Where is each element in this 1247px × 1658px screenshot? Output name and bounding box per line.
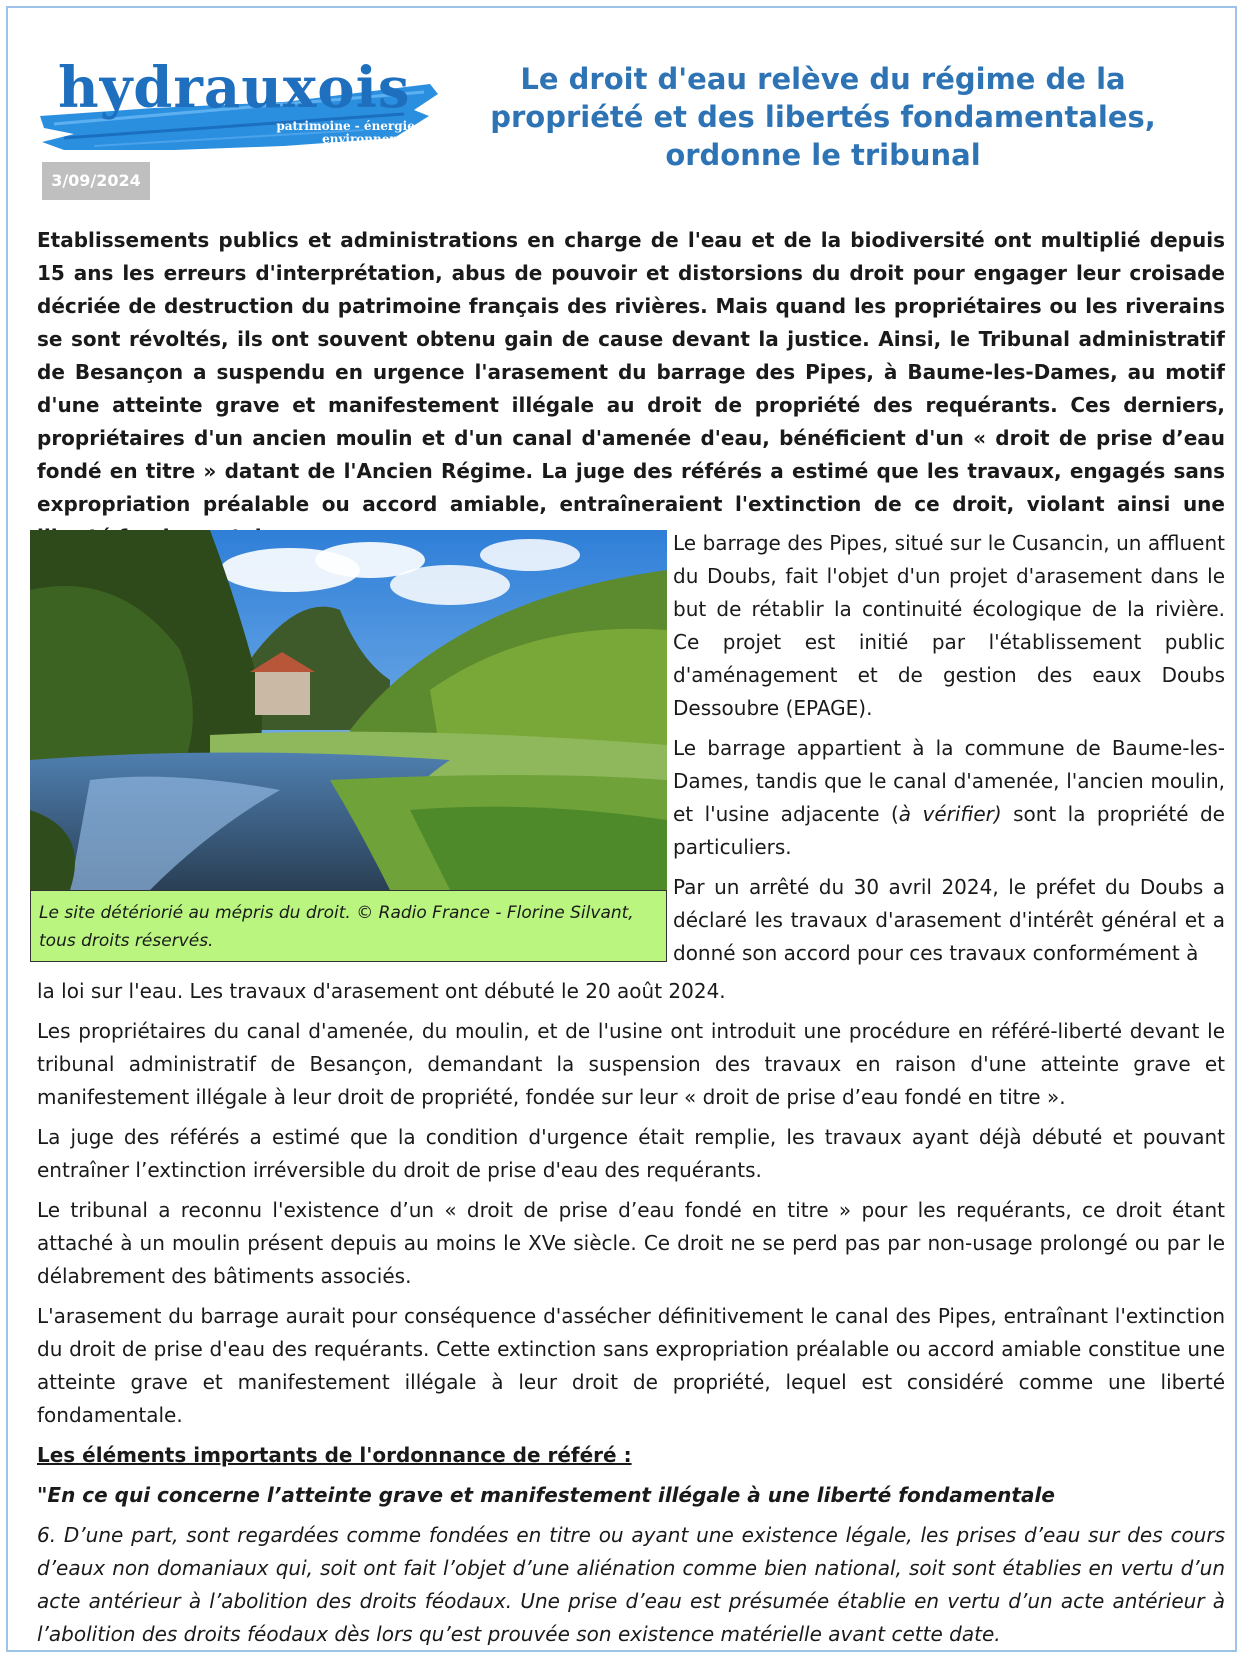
body-paragraph-5: La juge des référés a estimé que la condition d'urgence était remplie, les travaux ayant déjà débuté et pouvant entraîner l’extinction irréversible du droit de prise d'eau des requérants. — [37, 1125, 1225, 1182]
body-paragraph-4: Les propriétaires du canal d'amenée, du moulin, et de l'usine ont introduit une procédure en référé-liberté devant le tribunal administratif de Besançon, demandant la suspension des travaux en raison d'une atteinte grave et manifestement illégale à leur droit de propriété, fondée sur leur « droit de prise d’eau fondé en titre ». — [37, 1019, 1225, 1109]
logo-tagline — [184, 120, 424, 159]
logo-tagline-line-2: pour des rivières durables — [247, 145, 424, 159]
article-title: Le droit d'eau relève du régime de la propriété et des libertés fondamentales, ordonne le tribunal — [490, 62, 1156, 172]
date-badge: 3/09/2024 — [42, 162, 150, 200]
side-paragraph-2-italic: à vérifier) — [898, 802, 1002, 826]
page-frame — [6, 6, 1237, 1652]
article-lead: Etablissements publics et administrations en charge de l'eau et de la biodiversité ont multiplié depuis 15 ans les erreurs d'interprétation, abus de pouvoir et distorsions du droit pour engager leur croisade décriée de destruction du patrimoine français des rivières. Mais quand les propriétaires ou les riverains se sont révoltés, ils ont souvent obtenu gain de cause devant la justice. Ainsi, le Tribunal administratif de Besançon a suspendu en urgence l'arasement du barrage des Pipes, à Baume-les-Dames, au motif d'une atteinte grave et manifestement illégale au droit de propriété des requérants. Ces derniers, propriétaires d'un ancien moulin et d'un canal d'amenée d'eau, bénéficient d'un « droit de prise d’eau fondé en titre » datant de l'Ancien Régime. La juge des référés a estimé que les travaux, engagés sans expropriation préalable ou accord amiable, entraîneraient l'extinction de ce droit, violant ainsi une — [37, 228, 1225, 516]
section-heading: Les éléments importants de l'ordonnance de référé : — [37, 1443, 632, 1467]
quote-paragraph-6: 6. D’une part, sont regardées comme fondées en titre ou ayant une existence légale, les prises d’eau sur des cours d’eaux non domaniaux qui, soit ont fait l’objet d’une aliénation comme bien national, soit sont établies en vertu d’un acte antérieur à l’abolition des droits féodaux. Une prise d’eau est présumée établie en vertu d’un acte antérieur à l’abolition des droits féodaux dès lors qu’est prouvée son existence matérielle avant cette date. — [37, 1523, 1225, 1646]
logo-wordmark: hydrauxois — [58, 55, 411, 121]
side-column — [673, 527, 1225, 977]
side-paragraph-2-b: sont la propriété de particuliers. — [673, 802, 1225, 859]
body-paragraph-6: Le tribunal a reconnu l'existence d’un « droit de prise d’eau fondé en titre » pour les requérants, ce droit étant attaché à un moulin présent depuis au moins le XVe siècle. Ce droit ne se perd pas par non-usage prolongé ou par le délabrement des bâtiments associés. — [37, 1198, 1225, 1288]
body-paragraph-7: L'arasement du barrage aurait pour conséquence d'assécher définitivement le canal des Pipes, entraînant l'extinction du droit de prise d'eau des requérants. Cette extinction sans expropriation préalable ou accord amiable constitue une atteinte grave et manifestement illégale à leur droit de propriété, lequel est considéré comme une liberté fondamentale. — [37, 1304, 1225, 1427]
body-paragraph-3-end: la loi sur l'eau. Les travaux d'arasement ont débuté le 20 août 2024. — [37, 979, 726, 1003]
river-landscape-image — [30, 530, 667, 890]
side-paragraph-2 — [673, 732, 1225, 864]
river-photo — [30, 530, 667, 890]
side-paragraph-3: Par un arrêté du 30 avril 2024, le préfet du Doubs a déclaré les travaux d'arasement d'intérêt général et a donné son accord pour ces travaux conformément à — [673, 875, 1225, 965]
quote-heading: "En ce qui concerne l’atteinte grave et manifestement illégale à une liberté fondamentale — [37, 1483, 1055, 1507]
side-paragraph-1: Le barrage des Pipes, situé sur le Cusancin, un affluent du Doubs, fait l'objet d'un projet d'arasement dans le but de rétablir la continuité écologique de la rivière. Ce projet est initié par l'établissement public d'aménagement et de gestion des eaux Doubs Dessoubre (EPAGE). — [673, 531, 1225, 720]
side-paragraph-2-a: Le barrage appartient à la commune de Baume-les-Dames, tandis que le canal d'amenée, l'ancien moulin, et l'usine adjacente ( — [673, 736, 1225, 826]
logo-tagline-line-1: patrimoine - énergie - environnement — [276, 119, 424, 146]
photo-caption: Le site détériorié au mépris du droit. © Radio France - Florine Silvant, tous droits réservés. — [30, 890, 667, 962]
article-body — [37, 975, 1225, 1658]
hydrauxois-logo — [34, 54, 439, 159]
